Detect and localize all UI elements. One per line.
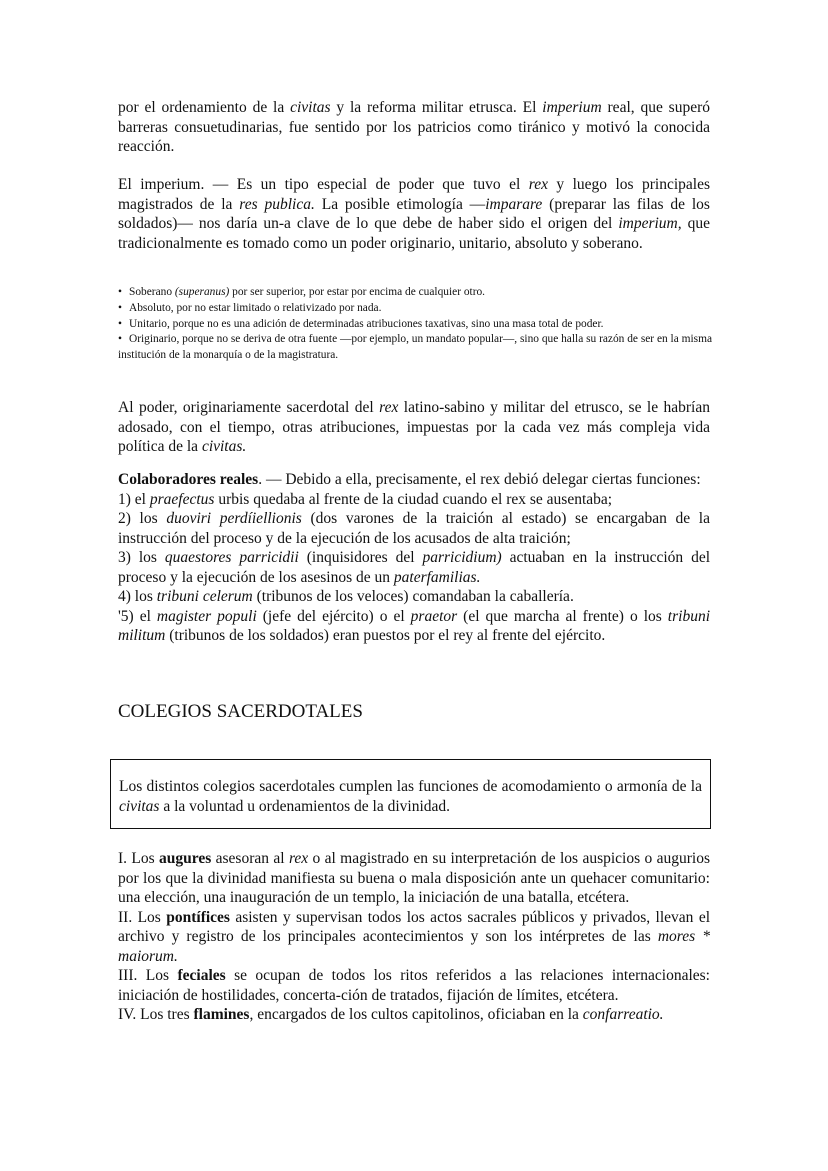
text: El imperium. — Es un tipo especial de poder que tuvo el <box>118 176 529 193</box>
text: real, que superó barreras consuetudinarias, fue sentido por los patricios como tiránico y motivó la conocida reacción. <box>118 99 711 155</box>
section-heading: COLEGIOS SACERDOTALES <box>118 701 363 722</box>
list-item: • Unitario, porque no es una adición de determinadas atribuciones taxativas, sino una masa total de poder. <box>118 317 712 333</box>
italic-term: res publica. <box>239 195 315 213</box>
text: por el ordenamiento de la <box>118 99 291 116</box>
italic-term: rex <box>528 176 548 193</box>
bullet-icon: • <box>118 286 122 298</box>
list-item: IV. Los tres flamines, encargados de los cultos capitolinos, oficiaban en la confarreatio. <box>118 1006 664 1023</box>
imperium-paragraph <box>118 175 710 253</box>
text: y la reforma militar etrusca. El <box>330 99 543 116</box>
italic-term: imperium, <box>618 215 682 232</box>
bullet-list <box>118 285 712 364</box>
list-item: 3) los quaestores parricidii (inquisidores del parricidium) actuaban en la instrucción del proceso y la ejecución de los asesinos de un paterfamilias. <box>118 549 711 586</box>
summary-box: Los distintos colegios sacerdotales cumplen las funciones de acomodamiento o armonía de la civitas a la voluntad u ordenamientos de la divinidad. <box>110 759 711 829</box>
italic-term: imperium <box>542 99 602 116</box>
poder-paragraph: Al poder, originariamente sacerdotal del rex latino-sabino y militar del etrusco, se le habrían adosado, con el tiempo, otras atribuciones, impuestas por la cada vez más compleja vida política de la civitas. <box>118 399 710 455</box>
text: (preparar las filas de los soldados)— nos daría un-a clave de lo que debe de haber sido el origen del <box>118 195 710 232</box>
text: La posible etimología — <box>314 195 486 213</box>
bullet-icon: • <box>118 333 122 346</box>
colegios-list <box>118 849 710 1025</box>
colaboradores-intro: Colaboradores reales. — Debido a ella, precisamente, el rex debió delegar ciertas funciones: <box>118 471 701 488</box>
list-item: • Originario, porque no se deriva de otra fuente —por ejemplo, un mandato popular—, sino que halla su razón de ser en la misma institución de la monarquía o de la magistratura. <box>118 333 712 362</box>
list-item: '5) el magister populi (jefe del ejército) o el praetor (el que marcha al frente) o los tribuni militum (tribunos de los soldados) eran puestos por el rey al frente del ejército. <box>118 607 710 644</box>
list-item: • Absoluto, por no estar limitado o relativizado por nada. <box>118 301 712 317</box>
text: que tradicionalmente es tomado como un poder originario, unitario, absoluto y soberano. <box>118 215 710 252</box>
italic-term: civitas <box>290 99 331 116</box>
list-item: I. Los augures asesoran al rex o al magistrado en su interpretación de los auspicios o augurios por los que la divinidad manifiesta su buena o mala disposición ante un quehacer comunitario: una elección, una inauguración de un templo, la iniciación de una batalla, etcétera. <box>118 850 710 906</box>
italic-term: imparare <box>485 195 543 213</box>
intro-paragraph <box>118 98 710 157</box>
list-item: II. Los pontífices asisten y supervisan todos los actos sacrales públicos y privados, llevan el archivo y registro de los principales acontecimientos y son los intérpretes de las mores * maiorum. <box>118 908 711 965</box>
list-item: • Soberano (superanus) por ser superior, por estar por encima de cualquier otro. <box>118 285 712 301</box>
list-item: 4) los tribuni celerum (tribunos de los veloces) comandaban la caballería. <box>118 588 574 605</box>
bullet-icon: • <box>118 317 122 330</box>
list-item: III. Los feciales se ocupan de todos los ritos referidos a las relaciones internacionales: iniciación de hostilidades, concerta-ción de tratados, fijación de límites, etcétera. <box>118 967 710 1004</box>
text: y luego los principales magistrados de la <box>118 176 710 213</box>
list-item: 2) los duoviri perdíiellionis (dos varones de la traición al estado) se encargaban de la instrucción del proceso y de la ejecución de los acusados de alta traición; <box>118 510 710 547</box>
list-item: 1) el praefectus urbis quedaba al frente de la ciudad cuando el rex se ausentaba; <box>118 490 613 508</box>
colaboradores-section <box>118 470 710 646</box>
bullet-icon: • <box>118 301 122 314</box>
